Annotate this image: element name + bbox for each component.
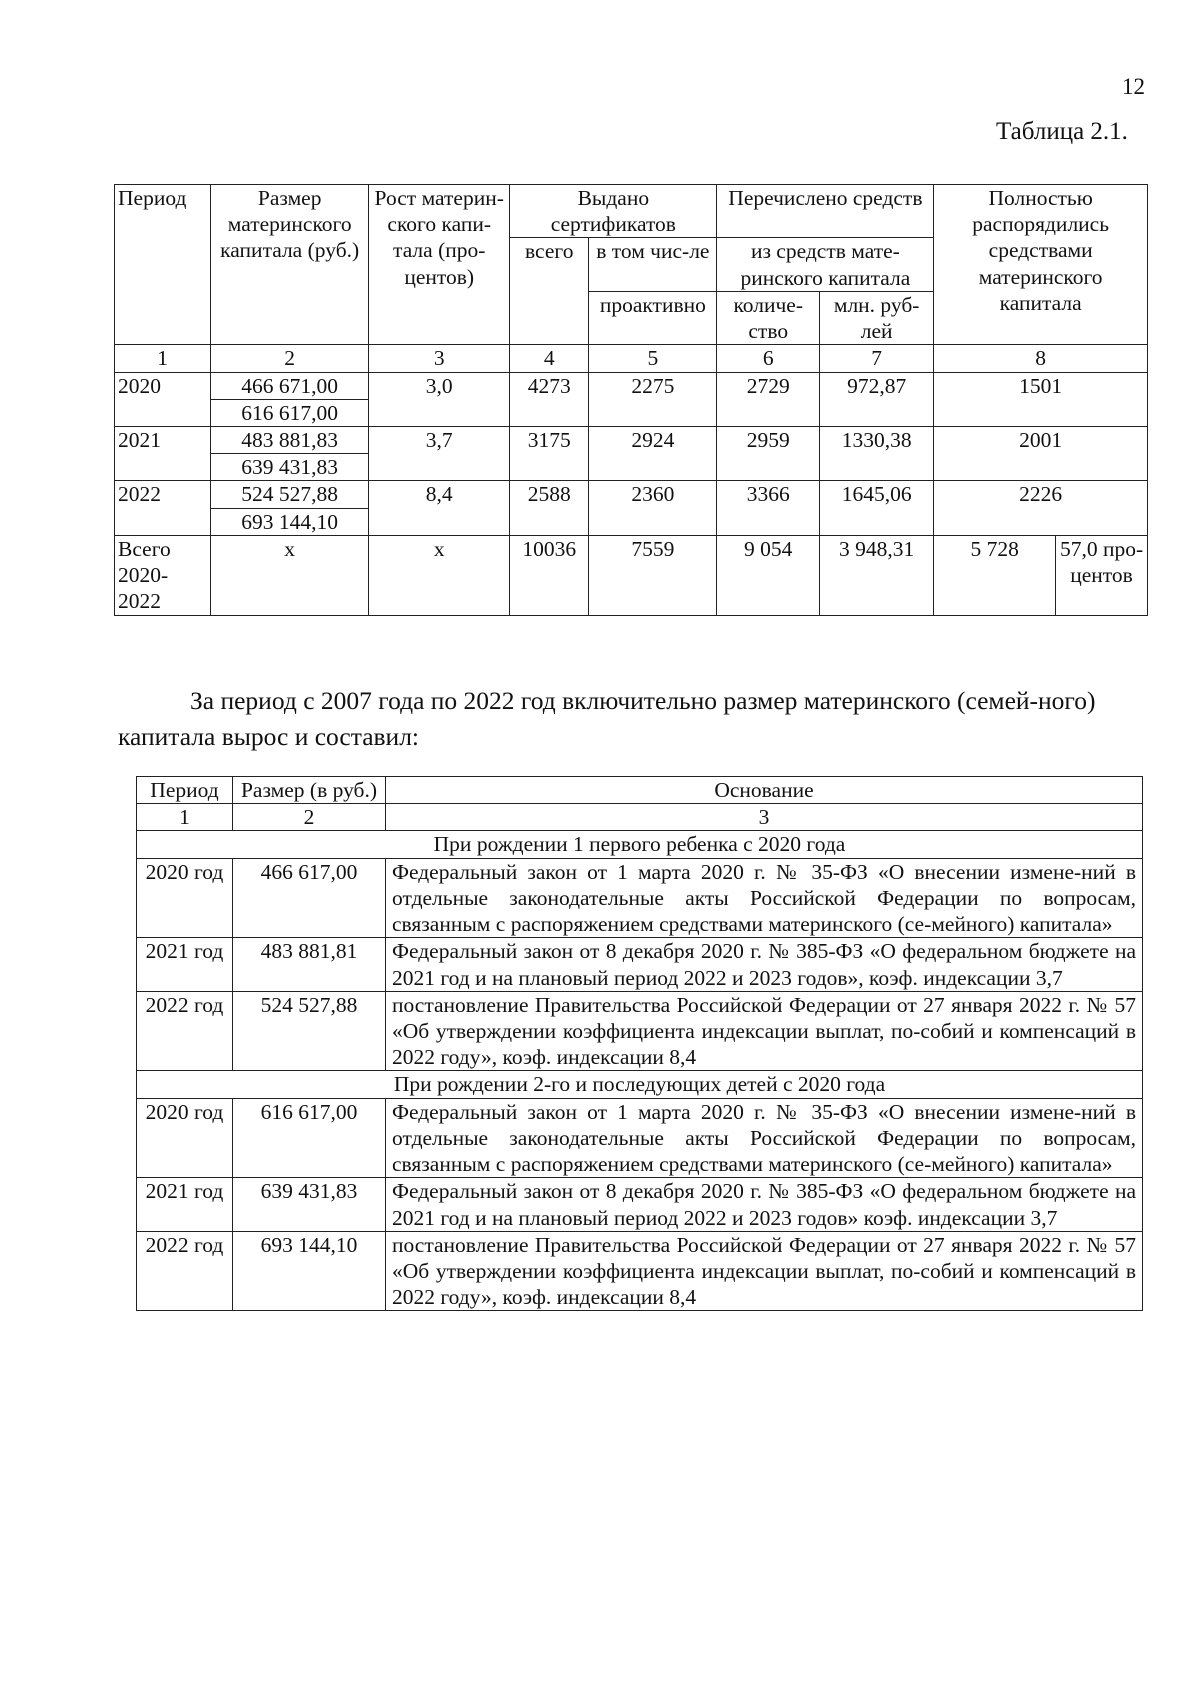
header-period: Период <box>115 185 211 345</box>
header-issued-including: в том чис-ле <box>589 238 717 291</box>
colnum: 3 <box>386 804 1143 831</box>
intro-paragraph: За период с 2007 года по 2022 год включительно размер материнского (семей-ного) капитала вырос и составил: <box>118 686 1096 751</box>
row-issued-proactive: 2924 <box>589 426 717 480</box>
header-size: Размер (в руб.) <box>233 777 386 804</box>
header-issued-total: всего <box>510 238 589 345</box>
total-fully: 5 728 <box>934 535 1056 615</box>
row-basis: Федеральный закон от 1 марта 2020 г. № 35-ФЗ «О внесении измене-ний в отдельные законодательные акты Российской Федерации по вопросам, связанным с распоряжением средствами материнского (се-мейного) капитала» <box>386 1098 1143 1178</box>
row-size-first: 524 527,88 <box>211 481 369 508</box>
row-size: 639 431,83 <box>233 1178 386 1231</box>
row-size: 483 881,81 <box>233 938 386 991</box>
header-transferred-count: количе-ство <box>717 291 820 344</box>
total-growth: х <box>369 535 510 615</box>
row-period: 2020 год <box>137 1098 233 1178</box>
section-heading-second-child: При рождении 2-го и последующих детей с 2020 года <box>137 1071 1143 1098</box>
section-heading-first-child: При рождении 1 первого ребенка с 2020 года <box>137 831 1143 858</box>
row-size: 524 527,88 <box>233 991 386 1071</box>
row-period: 2020 <box>115 372 211 426</box>
row-period: 2022 год <box>137 1231 233 1311</box>
row-size-second: 616 617,00 <box>211 399 369 426</box>
row-period: 2021 год <box>137 938 233 991</box>
row-size-first: 483 881,83 <box>211 426 369 453</box>
colnum: 8 <box>934 345 1148 372</box>
table-row <box>115 426 1148 453</box>
row-fully-disposed: 2001 <box>934 426 1148 480</box>
row-size: 466 617,00 <box>233 858 386 938</box>
table-caption: Таблица 2.1. <box>996 118 1128 145</box>
row-period: 2022 <box>115 481 211 535</box>
colnum: 2 <box>233 804 386 831</box>
total-mln: 3 948,31 <box>820 535 934 615</box>
row-transferred-count: 2729 <box>717 372 820 426</box>
header-size: Размер материнского капитала (руб.) <box>211 185 369 345</box>
row-period: 2022 год <box>137 991 233 1071</box>
header-issued: Выдано сертификатов <box>510 185 717 238</box>
row-basis: Федеральный закон от 8 декабря 2020 г. № 385-ФЗ «О федеральном бюджете на 2021 год и на плановый период 2022 и 2023 годов», коэф. индексации 3,7 <box>386 938 1143 991</box>
row-fully-disposed: 2226 <box>934 481 1148 535</box>
total-fully-percent: 57,0 про-центов <box>1056 535 1148 615</box>
row-size-second: 639 431,83 <box>211 454 369 481</box>
header-transferred-mln: млн. руб-лей <box>820 291 934 344</box>
total-proactive: 7559 <box>589 535 717 615</box>
header-growth: Рост материн-ского капи-тала (про-центов) <box>369 185 510 345</box>
row-period: 2020 год <box>137 858 233 938</box>
row-transferred-count: 2959 <box>717 426 820 480</box>
row-growth: 3,0 <box>369 372 510 426</box>
total-issued: 10036 <box>510 535 589 615</box>
header-fully-disposed: Полностью распорядились средствами материнского капитала <box>934 185 1148 345</box>
total-size: х <box>211 535 369 615</box>
row-basis: Федеральный закон от 8 декабря 2020 г. № 385-ФЗ «О федеральном бюджете на 2021 год и на плановый период 2022 и 2023 годов» коэф. индексации 3,7 <box>386 1178 1143 1231</box>
row-period: 2021 <box>115 426 211 480</box>
stats-table <box>114 184 1148 616</box>
column-numbers-row <box>137 804 1143 831</box>
row-transferred-mln: 1330,38 <box>820 426 934 480</box>
table-row <box>115 481 1148 508</box>
row-issued-proactive: 2275 <box>589 372 717 426</box>
row-fully-disposed: 1501 <box>934 372 1148 426</box>
table-row <box>137 938 1143 991</box>
row-size-first: 466 671,00 <box>211 372 369 399</box>
row-transferred-mln: 972,87 <box>820 372 934 426</box>
colnum: 3 <box>369 345 510 372</box>
total-row <box>115 535 1148 615</box>
header-issued-proactive: проактивно <box>589 291 717 344</box>
row-size: 616 617,00 <box>233 1098 386 1178</box>
table-row <box>137 1098 1143 1178</box>
total-count: 9 054 <box>717 535 820 615</box>
colnum: 6 <box>717 345 820 372</box>
table-row <box>137 1178 1143 1231</box>
row-transferred-count: 3366 <box>717 481 820 535</box>
page-number: 12 <box>1122 74 1145 99</box>
row-issued-total: 3175 <box>510 426 589 480</box>
header-period: Период <box>137 777 233 804</box>
row-period: 2021 год <box>137 1178 233 1231</box>
row-size: 693 144,10 <box>233 1231 386 1311</box>
colnum: 5 <box>589 345 717 372</box>
header-transferred-sub: из средств мате-ринского капитала <box>717 238 934 291</box>
colnum: 1 <box>137 804 233 831</box>
row-issued-total: 2588 <box>510 481 589 535</box>
column-numbers-row <box>115 345 1148 372</box>
row-transferred-mln: 1645,06 <box>820 481 934 535</box>
colnum: 2 <box>211 345 369 372</box>
colnum: 4 <box>510 345 589 372</box>
table-row <box>137 991 1143 1071</box>
row-issued-proactive: 2360 <box>589 481 717 535</box>
colnum: 7 <box>820 345 934 372</box>
row-basis: постановление Правительства Российской Федерации от 27 января 2022 г. № 57 «Об утверждении коэффициента индексации выплат, по-собий и компенсаций в 2022 году», коэф. индексации 8,4 <box>386 991 1143 1071</box>
row-basis: постановление Правительства Российской Федерации от 27 января 2022 г. № 57 «Об утверждении коэффициента индексации выплат, по-собий и компенсаций в 2022 году», коэф. индексации 8,4 <box>386 1231 1143 1311</box>
table-row <box>137 1231 1143 1311</box>
header-basis: Основание <box>386 777 1143 804</box>
header-transferred: Перечислено средств <box>717 185 934 238</box>
row-size-second: 693 144,10 <box>211 508 369 535</box>
row-basis: Федеральный закон от 1 марта 2020 г. № 35-ФЗ «О внесении измене-ний в отдельные законодательные акты Российской Федерации по вопросам, связанным с распоряжением средствами материнского (се-мейного) капитала» <box>386 858 1143 938</box>
total-period: Всего 2020-2022 <box>115 535 211 615</box>
table-row <box>137 858 1143 938</box>
row-growth: 8,4 <box>369 481 510 535</box>
basis-table <box>136 776 1143 1311</box>
table-row <box>115 372 1148 399</box>
row-growth: 3,7 <box>369 426 510 480</box>
colnum: 1 <box>115 345 211 372</box>
row-issued-total: 4273 <box>510 372 589 426</box>
